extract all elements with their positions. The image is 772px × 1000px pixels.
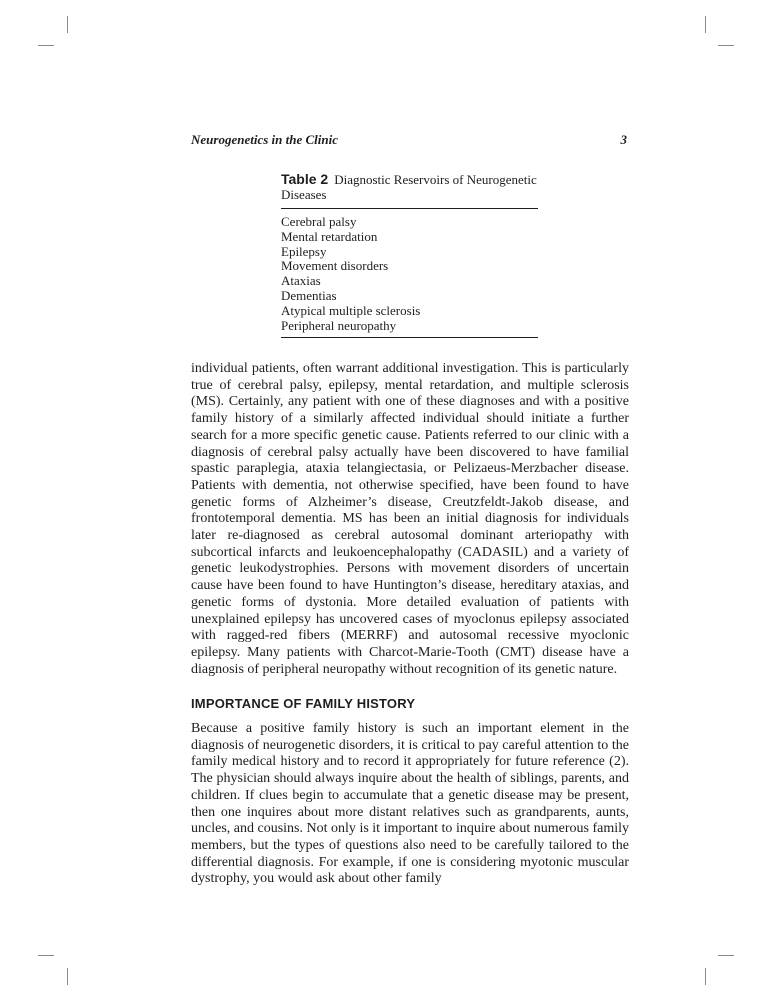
running-head-title: Neurogenetics in the Clinic	[191, 132, 338, 147]
crop-mark-bottom-right-horizontal	[718, 955, 734, 956]
table-item: Atypical multiple sclerosis	[281, 302, 421, 318]
table-item: Peripheral neuropathy	[281, 317, 397, 333]
page-number: 3	[620, 132, 627, 147]
crop-mark-bottom-right-vertical	[705, 968, 706, 985]
section-heading: IMPORTANCE OF FAMILY HISTORY	[191, 696, 416, 711]
table-caption-text: Diagnostic Reservoirs of Neurogenetic Diseases	[281, 172, 537, 202]
table-label: Table 2	[281, 171, 329, 187]
body-paragraph: individual patients, often warrant additional investigation. This is particularly true of cerebral palsy, epilepsy, mental retardation, and multiple sclerosis (MS). Certainly, any patient with one of these diagnoses and with a positive family history of a similarly affected individual should initiate a further search for a more specific genetic cause. Patients referred to our clinic with a diagnosis of cerebral palsy actually have been discovered to have familial spastic paraplegia, ataxia telangiectasia, or Pelizaeus-Merzbacher disease. Patients with dementia, not otherwise specified, have been found to have genetic forms of Alzheimer’s disease, Creutzfeldt-Jakob disease, and frontotemporal dementia. MS has been an initial diagnosis for individuals later re-diagnosed as cerebral autosomal dominant arteriopathy with subcortical infarcts and leukoencephalopathy (CADASIL) and a variety of genetic leukodystrophies. Persons with movement disorders of uncertain cause have been found to have Huntington’s disease, hereditary ataxias, and genetic forms of dystonia. More detailed evaluation of patients with unexplained epilepsy has uncovered cases of myoclonus epilepsy associated with ragged-red fibers (MERRF) and autosomal recessive myoclonic epilepsy. Many patients with Charcot-Marie-Tooth (CMT) disease have a diagnosis of peripheral neuropathy without recognition of its genetic nature.	[191, 361, 629, 677]
crop-mark-top-left-vertical	[67, 16, 68, 33]
table-item: Movement disorders	[281, 258, 389, 274]
table-bottom-rule	[281, 337, 538, 338]
crop-mark-top-right-horizontal	[718, 45, 734, 46]
body-paragraph: Because a positive family history is such an important element in the diagnosis of neurogenetic disorders, it is critical to pay careful attention to the family medical history and to record it appropriately for future reference (2). The physician should always inquire about the health of siblings, parents, and children. If clues begin to accumulate that a genetic disease may be present, then one inquires about more distant relatives such as grandparents, aunts, uncles, and cousins. Not only is it important to inquire about numerous family members, but the types of questions also need to be carefully tailored to the differential diagnosis. For example, if one is considering myotonic muscular dystrophy, you would ask about other family	[191, 721, 629, 887]
crop-mark-top-left-horizontal	[38, 45, 54, 46]
table-item: Dementias	[281, 287, 337, 303]
table-item: Ataxias	[281, 273, 321, 289]
table-2	[281, 172, 538, 338]
crop-mark-bottom-left-horizontal	[38, 955, 54, 956]
crop-mark-top-right-vertical	[705, 16, 706, 33]
table-list	[281, 209, 538, 337]
table-item: Epilepsy	[281, 243, 327, 259]
table-caption	[281, 172, 538, 202]
crop-mark-bottom-left-vertical	[67, 968, 68, 985]
table-item: Cerebral palsy	[281, 214, 357, 229]
table-item: Mental retardation	[281, 228, 378, 244]
